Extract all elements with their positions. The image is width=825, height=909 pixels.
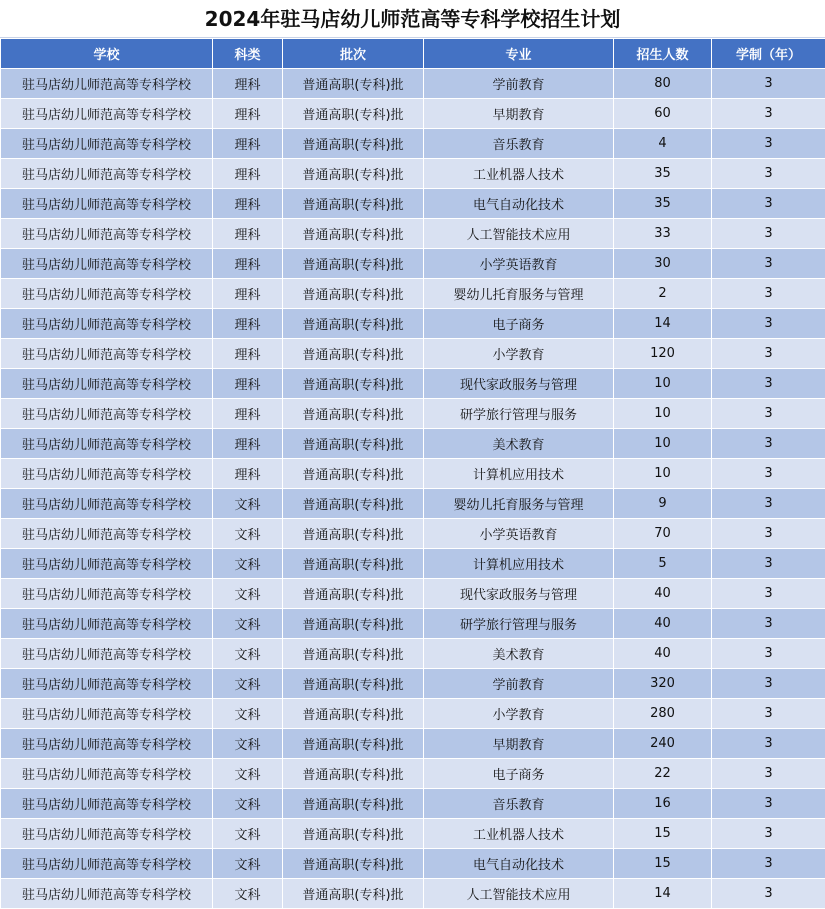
cell-major: 研学旅行管理与服务 — [424, 609, 614, 639]
cell-major: 电气自动化技术 — [424, 849, 614, 879]
cell-enrollment-count: 10 — [614, 459, 712, 489]
cell-enrollment-count: 320 — [614, 669, 712, 699]
cell-school: 驻马店幼儿师范高等专科学校 — [1, 459, 213, 489]
table-row — [1, 669, 825, 699]
cell-batch: 普通高职(专科)批 — [283, 699, 424, 729]
cell-subject-type: 理科 — [213, 339, 283, 369]
cell-enrollment-count: 10 — [614, 399, 712, 429]
table-row — [1, 849, 825, 879]
cell-major: 音乐教育 — [424, 789, 614, 819]
table-row — [1, 549, 825, 579]
cell-major: 美术教育 — [424, 429, 614, 459]
table-row — [1, 399, 825, 429]
sheet-title: 2024年驻马店幼儿师范高等专科学校招生计划 — [0, 0, 825, 38]
cell-subject-type: 文科 — [213, 549, 283, 579]
cell-duration-years: 3 — [712, 489, 825, 519]
column-header-enrollment-count: 招生人数 — [614, 39, 712, 69]
cell-major: 研学旅行管理与服务 — [424, 399, 614, 429]
table-row — [1, 729, 825, 759]
cell-batch: 普通高职(专科)批 — [283, 189, 424, 219]
cell-duration-years: 3 — [712, 759, 825, 789]
cell-major: 小学英语教育 — [424, 519, 614, 549]
cell-batch: 普通高职(专科)批 — [283, 69, 424, 99]
cell-school: 驻马店幼儿师范高等专科学校 — [1, 729, 213, 759]
cell-subject-type: 理科 — [213, 159, 283, 189]
cell-subject-type: 理科 — [213, 129, 283, 159]
cell-duration-years: 3 — [712, 849, 825, 879]
cell-duration-years: 3 — [712, 339, 825, 369]
cell-subject-type: 文科 — [213, 609, 283, 639]
cell-subject-type: 理科 — [213, 279, 283, 309]
table-row — [1, 699, 825, 729]
cell-enrollment-count: 14 — [614, 879, 712, 909]
cell-batch: 普通高职(专科)批 — [283, 609, 424, 639]
cell-major: 现代家政服务与管理 — [424, 369, 614, 399]
cell-duration-years: 3 — [712, 669, 825, 699]
cell-school: 驻马店幼儿师范高等专科学校 — [1, 159, 213, 189]
cell-batch: 普通高职(专科)批 — [283, 219, 424, 249]
cell-duration-years: 3 — [712, 729, 825, 759]
cell-enrollment-count: 120 — [614, 339, 712, 369]
cell-school: 驻马店幼儿师范高等专科学校 — [1, 759, 213, 789]
cell-batch: 普通高职(专科)批 — [283, 579, 424, 609]
table-row — [1, 189, 825, 219]
cell-duration-years: 3 — [712, 159, 825, 189]
cell-enrollment-count: 16 — [614, 789, 712, 819]
cell-major: 现代家政服务与管理 — [424, 579, 614, 609]
cell-enrollment-count: 22 — [614, 759, 712, 789]
cell-duration-years: 3 — [712, 549, 825, 579]
cell-school: 驻马店幼儿师范高等专科学校 — [1, 519, 213, 549]
cell-subject-type: 文科 — [213, 669, 283, 699]
cell-batch: 普通高职(专科)批 — [283, 309, 424, 339]
cell-batch: 普通高职(专科)批 — [283, 159, 424, 189]
cell-batch: 普通高职(专科)批 — [283, 639, 424, 669]
cell-duration-years: 3 — [712, 219, 825, 249]
cell-enrollment-count: 35 — [614, 159, 712, 189]
cell-batch: 普通高职(专科)批 — [283, 789, 424, 819]
cell-subject-type: 文科 — [213, 849, 283, 879]
cell-major: 电子商务 — [424, 759, 614, 789]
cell-enrollment-count: 35 — [614, 189, 712, 219]
cell-school: 驻马店幼儿师范高等专科学校 — [1, 609, 213, 639]
cell-enrollment-count: 40 — [614, 579, 712, 609]
enrollment-table — [0, 38, 825, 909]
cell-subject-type: 文科 — [213, 729, 283, 759]
table-row — [1, 609, 825, 639]
cell-major: 电气自动化技术 — [424, 189, 614, 219]
cell-duration-years: 3 — [712, 429, 825, 459]
cell-subject-type: 文科 — [213, 579, 283, 609]
cell-duration-years: 3 — [712, 579, 825, 609]
cell-subject-type: 文科 — [213, 699, 283, 729]
cell-school: 驻马店幼儿师范高等专科学校 — [1, 819, 213, 849]
cell-subject-type: 文科 — [213, 789, 283, 819]
table-row — [1, 219, 825, 249]
table-row — [1, 819, 825, 849]
table-row — [1, 369, 825, 399]
cell-major: 早期教育 — [424, 99, 614, 129]
cell-batch: 普通高职(专科)批 — [283, 819, 424, 849]
cell-duration-years: 3 — [712, 789, 825, 819]
cell-duration-years: 3 — [712, 879, 825, 909]
cell-batch: 普通高职(专科)批 — [283, 459, 424, 489]
table-row — [1, 579, 825, 609]
cell-subject-type: 文科 — [213, 879, 283, 909]
table-row — [1, 249, 825, 279]
cell-enrollment-count: 70 — [614, 519, 712, 549]
cell-subject-type: 理科 — [213, 309, 283, 339]
cell-enrollment-count: 40 — [614, 609, 712, 639]
cell-major: 工业机器人技术 — [424, 819, 614, 849]
cell-major: 学前教育 — [424, 669, 614, 699]
table-row — [1, 429, 825, 459]
cell-major: 学前教育 — [424, 69, 614, 99]
cell-batch: 普通高职(专科)批 — [283, 729, 424, 759]
cell-major: 人工智能技术应用 — [424, 219, 614, 249]
cell-school: 驻马店幼儿师范高等专科学校 — [1, 69, 213, 99]
cell-enrollment-count: 15 — [614, 819, 712, 849]
cell-duration-years: 3 — [712, 69, 825, 99]
cell-duration-years: 3 — [712, 519, 825, 549]
cell-batch: 普通高职(专科)批 — [283, 879, 424, 909]
cell-major: 小学教育 — [424, 339, 614, 369]
cell-subject-type: 理科 — [213, 459, 283, 489]
cell-enrollment-count: 240 — [614, 729, 712, 759]
cell-subject-type: 文科 — [213, 519, 283, 549]
table-row — [1, 639, 825, 669]
cell-subject-type: 文科 — [213, 489, 283, 519]
cell-batch: 普通高职(专科)批 — [283, 339, 424, 369]
cell-batch: 普通高职(专科)批 — [283, 129, 424, 159]
cell-enrollment-count: 30 — [614, 249, 712, 279]
cell-enrollment-count: 60 — [614, 99, 712, 129]
cell-batch: 普通高职(专科)批 — [283, 549, 424, 579]
cell-duration-years: 3 — [712, 639, 825, 669]
cell-major: 音乐教育 — [424, 129, 614, 159]
table-row — [1, 519, 825, 549]
cell-duration-years: 3 — [712, 129, 825, 159]
column-header-batch: 批次 — [283, 39, 424, 69]
table-row — [1, 129, 825, 159]
cell-duration-years: 3 — [712, 369, 825, 399]
table-row — [1, 99, 825, 129]
cell-school: 驻马店幼儿师范高等专科学校 — [1, 369, 213, 399]
cell-subject-type: 理科 — [213, 69, 283, 99]
cell-school: 驻马店幼儿师范高等专科学校 — [1, 129, 213, 159]
cell-subject-type: 文科 — [213, 639, 283, 669]
cell-major: 工业机器人技术 — [424, 159, 614, 189]
cell-subject-type: 理科 — [213, 369, 283, 399]
cell-school: 驻马店幼儿师范高等专科学校 — [1, 849, 213, 879]
table-row — [1, 309, 825, 339]
cell-batch: 普通高职(专科)批 — [283, 669, 424, 699]
cell-enrollment-count: 80 — [614, 69, 712, 99]
cell-major: 小学英语教育 — [424, 249, 614, 279]
cell-batch: 普通高职(专科)批 — [283, 429, 424, 459]
cell-enrollment-count: 33 — [614, 219, 712, 249]
cell-school: 驻马店幼儿师范高等专科学校 — [1, 879, 213, 909]
cell-major: 小学教育 — [424, 699, 614, 729]
cell-subject-type: 理科 — [213, 249, 283, 279]
cell-batch: 普通高职(专科)批 — [283, 519, 424, 549]
cell-batch: 普通高职(专科)批 — [283, 249, 424, 279]
table-row — [1, 789, 825, 819]
cell-major: 电子商务 — [424, 309, 614, 339]
cell-major: 早期教育 — [424, 729, 614, 759]
cell-enrollment-count: 15 — [614, 849, 712, 879]
table-header-row — [1, 39, 825, 69]
cell-major: 人工智能技术应用 — [424, 879, 614, 909]
cell-duration-years: 3 — [712, 99, 825, 129]
cell-duration-years: 3 — [712, 189, 825, 219]
cell-school: 驻马店幼儿师范高等专科学校 — [1, 99, 213, 129]
cell-batch: 普通高职(专科)批 — [283, 279, 424, 309]
cell-batch: 普通高职(专科)批 — [283, 849, 424, 879]
cell-subject-type: 理科 — [213, 189, 283, 219]
cell-school: 驻马店幼儿师范高等专科学校 — [1, 669, 213, 699]
cell-school: 驻马店幼儿师范高等专科学校 — [1, 639, 213, 669]
table-row — [1, 159, 825, 189]
cell-duration-years: 3 — [712, 279, 825, 309]
table-row — [1, 759, 825, 789]
cell-major: 婴幼儿托育服务与管理 — [424, 489, 614, 519]
cell-subject-type: 理科 — [213, 429, 283, 459]
cell-duration-years: 3 — [712, 819, 825, 849]
cell-duration-years: 3 — [712, 699, 825, 729]
table-row — [1, 69, 825, 99]
column-header-major: 专业 — [424, 39, 614, 69]
cell-enrollment-count: 2 — [614, 279, 712, 309]
cell-batch: 普通高职(专科)批 — [283, 369, 424, 399]
cell-school: 驻马店幼儿师范高等专科学校 — [1, 789, 213, 819]
cell-school: 驻马店幼儿师范高等专科学校 — [1, 399, 213, 429]
cell-enrollment-count: 280 — [614, 699, 712, 729]
cell-batch: 普通高职(专科)批 — [283, 489, 424, 519]
table-row — [1, 279, 825, 309]
cell-school: 驻马店幼儿师范高等专科学校 — [1, 699, 213, 729]
cell-school: 驻马店幼儿师范高等专科学校 — [1, 249, 213, 279]
column-header-subject-type: 科类 — [213, 39, 283, 69]
cell-batch: 普通高职(专科)批 — [283, 759, 424, 789]
cell-duration-years: 3 — [712, 399, 825, 429]
cell-major: 婴幼儿托育服务与管理 — [424, 279, 614, 309]
cell-subject-type: 文科 — [213, 759, 283, 789]
column-header-duration-years: 学制（年） — [712, 39, 825, 69]
cell-school: 驻马店幼儿师范高等专科学校 — [1, 279, 213, 309]
cell-school: 驻马店幼儿师范高等专科学校 — [1, 189, 213, 219]
cell-subject-type: 理科 — [213, 219, 283, 249]
cell-subject-type: 理科 — [213, 99, 283, 129]
column-header-school: 学校 — [1, 39, 213, 69]
cell-batch: 普通高职(专科)批 — [283, 99, 424, 129]
cell-enrollment-count: 4 — [614, 129, 712, 159]
cell-school: 驻马店幼儿师范高等专科学校 — [1, 309, 213, 339]
cell-school: 驻马店幼儿师范高等专科学校 — [1, 549, 213, 579]
cell-school: 驻马店幼儿师范高等专科学校 — [1, 339, 213, 369]
cell-school: 驻马店幼儿师范高等专科学校 — [1, 429, 213, 459]
table-row — [1, 459, 825, 489]
cell-major: 计算机应用技术 — [424, 549, 614, 579]
cell-enrollment-count: 10 — [614, 369, 712, 399]
cell-major: 美术教育 — [424, 639, 614, 669]
cell-batch: 普通高职(专科)批 — [283, 399, 424, 429]
cell-enrollment-count: 40 — [614, 639, 712, 669]
table-row — [1, 339, 825, 369]
cell-duration-years: 3 — [712, 309, 825, 339]
cell-subject-type: 理科 — [213, 399, 283, 429]
cell-enrollment-count: 10 — [614, 429, 712, 459]
cell-school: 驻马店幼儿师范高等专科学校 — [1, 579, 213, 609]
cell-duration-years: 3 — [712, 459, 825, 489]
cell-enrollment-count: 5 — [614, 549, 712, 579]
cell-enrollment-count: 14 — [614, 309, 712, 339]
table-row — [1, 879, 825, 909]
cell-school: 驻马店幼儿师范高等专科学校 — [1, 219, 213, 249]
cell-duration-years: 3 — [712, 249, 825, 279]
cell-subject-type: 文科 — [213, 819, 283, 849]
cell-major: 计算机应用技术 — [424, 459, 614, 489]
cell-enrollment-count: 9 — [614, 489, 712, 519]
cell-duration-years: 3 — [712, 609, 825, 639]
table-body — [1, 69, 825, 909]
table-row — [1, 489, 825, 519]
cell-school: 驻马店幼儿师范高等专科学校 — [1, 489, 213, 519]
